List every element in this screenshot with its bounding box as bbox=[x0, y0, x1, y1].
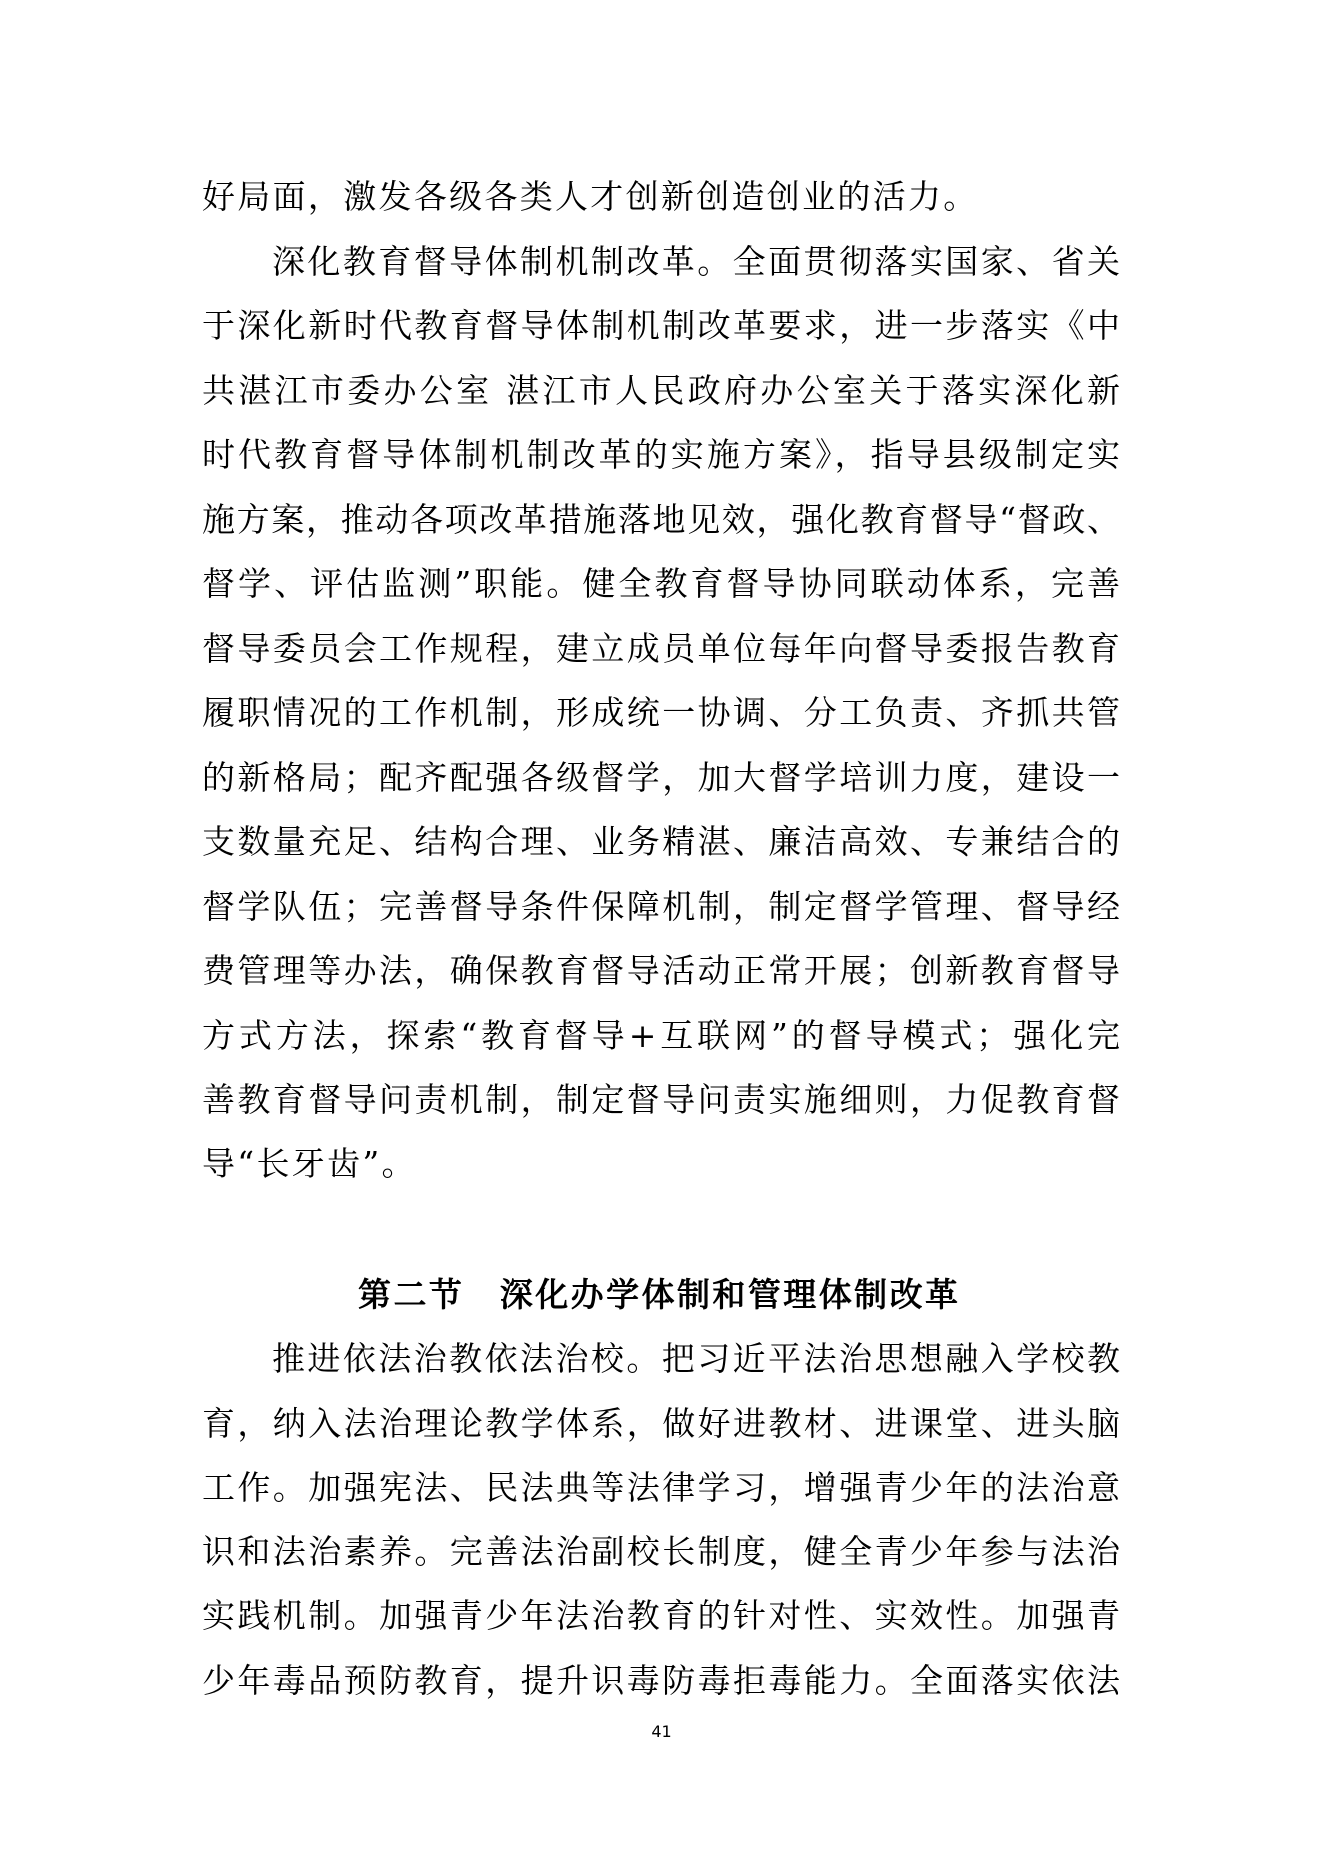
paragraph-line: 导“长牙齿”。 bbox=[202, 1144, 417, 1183]
page-number: 41 bbox=[651, 1722, 672, 1741]
paragraph-line: 于深化新时代教育督导体制机制改革要求，进一步落实《中 bbox=[202, 306, 1120, 345]
paragraph-line: 共湛江市委办公室 湛江市人民政府办公室关于落实深化新 bbox=[202, 371, 1120, 410]
paragraph-line: 深化教育督导体制机制改革。全面贯彻落实国家、省关 bbox=[272, 242, 1120, 281]
paragraph-line: 善教育督导问责机制，制定督导问责实施细则，力促教育督 bbox=[202, 1080, 1120, 1119]
paragraph-line: 履职情况的工作机制，形成统一协调、分工负责、齐抓共管 bbox=[202, 693, 1120, 732]
paragraph-line: 实践机制。加强青少年法治教育的针对性、实效性。加强青 bbox=[202, 1596, 1120, 1635]
paragraph-line: 工作。加强宪法、民法典等法律学习，增强青少年的法治意 bbox=[202, 1468, 1120, 1507]
paragraph-line: 督学、评估监测”职能。健全教育督导协同联动体系，完善 bbox=[202, 564, 1120, 603]
paragraph-line: 督学队伍；完善督导条件保障机制，制定督学管理、督导经 bbox=[202, 887, 1120, 926]
paragraph-line: 支数量充足、结构合理、业务精湛、廉洁高效、专兼结合的 bbox=[202, 822, 1120, 861]
paragraph-line: 方式方法，探索“教育督导+互联网”的督导模式；强化完 bbox=[202, 1016, 1120, 1055]
paragraph-line: 督导委员会工作规程，建立成员单位每年向督导委报告教育 bbox=[202, 629, 1120, 668]
paragraph-line: 推进依法治教依法治校。把习近平法治思想融入学校教 bbox=[272, 1339, 1120, 1378]
paragraph-line: 好局面，激发各级各类人才创新创造创业的活力。 bbox=[202, 177, 979, 216]
section-heading: 第二节 深化办学体制和管理体制改革 bbox=[358, 1275, 958, 1314]
paragraph-line: 识和法治素养。完善法治副校长制度，健全青少年参与法治 bbox=[202, 1532, 1120, 1571]
paragraph-line: 育，纳入法治理论教学体系，做好进教材、进课堂、进头脑 bbox=[202, 1404, 1120, 1443]
paragraph-line: 少年毒品预防教育，提升识毒防毒拒毒能力。全面落实依法 bbox=[202, 1661, 1120, 1700]
paragraph-line: 时代教育督导体制机制改革的实施方案》，指导县级制定实 bbox=[202, 435, 1120, 474]
paragraph-line: 费管理等办法，确保教育督导活动正常开展；创新教育督导 bbox=[202, 951, 1120, 990]
paragraph-line: 施方案，推动各项改革措施落地见效，强化教育督导“督政、 bbox=[202, 500, 1120, 539]
paragraph-line: 的新格局；配齐配强各级督学，加大督学培训力度，建设一 bbox=[202, 758, 1120, 797]
